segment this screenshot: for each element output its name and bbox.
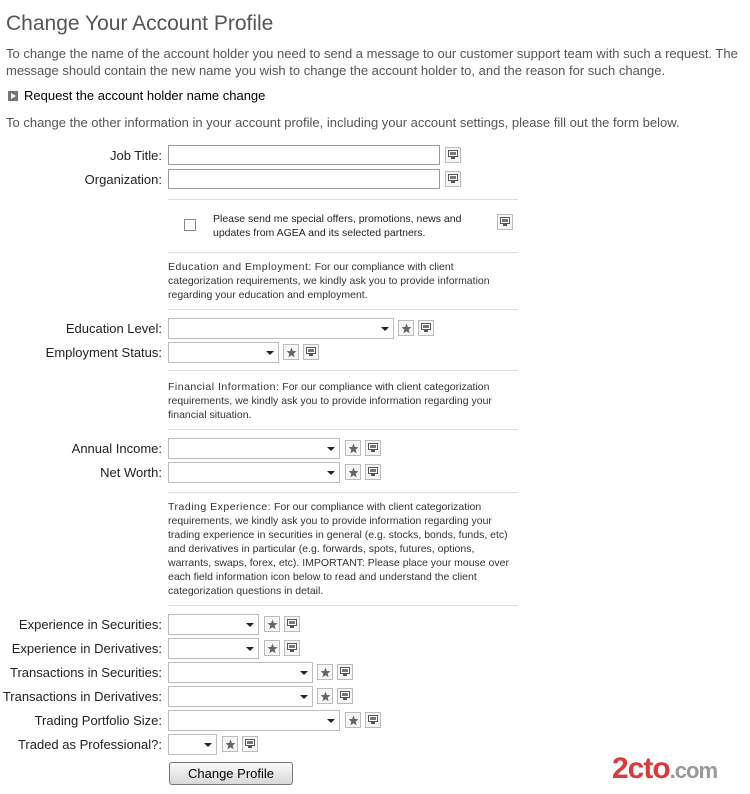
trading-description: For our compliance with client categorization requirements, we kindly ask you to provide information regarding your trading experience in securities in general (e.g. stocks, bonds, funds, etc) and derivatives in particular (e.g. forwards, spots, futures, options, warrants, swaps, forex, etc). IMPORTANT: Please place your mouse over each field information icon below to read and understand the client categorization questions in detail. (168, 501, 509, 597)
dropdown-arrow-icon (381, 327, 389, 331)
required-star-icon (345, 440, 361, 456)
dropdown-arrow-icon (246, 647, 254, 651)
intro-name-change: To change the name of the account holder you need to send a message to our customer support team with such a request. The message should contain the new name you wish to change the account holder to, and the reason for such change. (6, 46, 738, 78)
info-icon[interactable] (284, 640, 300, 656)
financial-heading: Financial Information: (168, 381, 280, 393)
watermark-main: 2cto (612, 752, 670, 785)
exp-derivatives-label: Experience in Derivatives: (11, 641, 162, 656)
divider (168, 605, 518, 606)
required-star-icon (345, 464, 361, 480)
education-section-text (168, 260, 518, 302)
required-star-icon (317, 664, 333, 680)
request-link-label: Request the account holder name change (24, 88, 266, 103)
education-level-label: Education Level: (65, 321, 162, 336)
divider (168, 492, 518, 493)
dropdown-arrow-icon (327, 719, 335, 723)
dropdown-arrow-icon (246, 623, 254, 627)
net-worth-select[interactable] (168, 462, 340, 483)
required-star-icon (264, 640, 280, 656)
organization-label: Organization: (84, 172, 162, 187)
dropdown-arrow-icon (204, 743, 212, 747)
info-icon[interactable] (365, 464, 381, 480)
offers-checkbox[interactable] (184, 219, 196, 231)
info-icon[interactable] (497, 214, 513, 230)
info-icon[interactable] (242, 736, 258, 752)
intro-form: To change the other information in your account profile, including your account settings, please fill out the form below. (6, 115, 680, 130)
required-star-icon (398, 320, 414, 336)
exp-derivatives-select[interactable] (168, 638, 259, 659)
professional-label: Traded as Professional?: (17, 737, 162, 752)
education-description: For our compliance with client categorization requirements, we kindly ask you to provide information regarding your education and employment. (168, 261, 490, 301)
education-level-select[interactable] (168, 318, 394, 339)
organization-input[interactable] (168, 169, 440, 189)
divider (168, 252, 518, 253)
job-title-label: Job Title: (109, 148, 162, 163)
education-heading: Education and Employment: (168, 261, 312, 273)
page-title: Change Your Account Profile (6, 12, 274, 35)
dropdown-arrow-icon (300, 695, 308, 699)
required-star-icon (283, 344, 299, 360)
employment-status-select[interactable] (168, 342, 279, 363)
financial-section-text (168, 380, 518, 422)
info-icon[interactable] (365, 712, 381, 728)
watermark (612, 752, 717, 786)
dropdown-arrow-icon (300, 671, 308, 675)
trading-section-text (168, 500, 518, 598)
divider (168, 309, 518, 310)
info-icon[interactable] (337, 688, 353, 704)
trans-securities-label: Transactions in Securities: (10, 665, 162, 680)
info-icon[interactable] (445, 171, 461, 187)
annual-income-label: Annual Income: (71, 441, 162, 456)
required-star-icon (264, 616, 280, 632)
dropdown-arrow-icon (327, 447, 335, 451)
divider (168, 370, 518, 371)
divider (168, 199, 518, 200)
offers-label: Please send me special offers, promotions, news and updates from AGEA and its selected partners. (213, 213, 462, 239)
annual-income-select[interactable] (168, 438, 340, 459)
change-profile-button[interactable]: Change Profile (169, 762, 293, 785)
portfolio-size-label: Trading Portfolio Size: (34, 713, 162, 728)
info-icon[interactable] (337, 664, 353, 680)
play-arrow-icon (8, 91, 18, 101)
info-icon[interactable] (418, 320, 434, 336)
divider (168, 429, 518, 430)
job-title-input[interactable] (168, 145, 440, 165)
financial-description: For our compliance with client categorization requirements, we kindly ask you to provide information regarding your financial situation. (168, 381, 492, 421)
info-icon[interactable] (445, 147, 461, 163)
exp-securities-select[interactable] (168, 614, 259, 635)
info-icon[interactable] (284, 616, 300, 632)
trans-derivatives-label: Transactions in Derivatives: (2, 689, 162, 704)
professional-select[interactable] (168, 734, 217, 755)
portfolio-size-select[interactable] (168, 710, 340, 731)
trans-derivatives-select[interactable] (168, 686, 313, 707)
dropdown-arrow-icon (266, 351, 274, 355)
dropdown-arrow-icon (327, 471, 335, 475)
required-star-icon (222, 736, 238, 752)
info-icon[interactable] (303, 344, 319, 360)
request-name-change-link[interactable] (8, 88, 265, 103)
exp-securities-label: Experience in Securities: (18, 617, 162, 632)
info-icon[interactable] (365, 440, 381, 456)
watermark-suffix: .com (669, 758, 718, 783)
required-star-icon (317, 688, 333, 704)
employment-status-label: Employment Status: (45, 345, 162, 360)
required-star-icon (345, 712, 361, 728)
trading-heading: Trading Experience: (168, 501, 272, 513)
net-worth-label: Net Worth: (100, 465, 162, 480)
trans-securities-select[interactable] (168, 662, 313, 683)
